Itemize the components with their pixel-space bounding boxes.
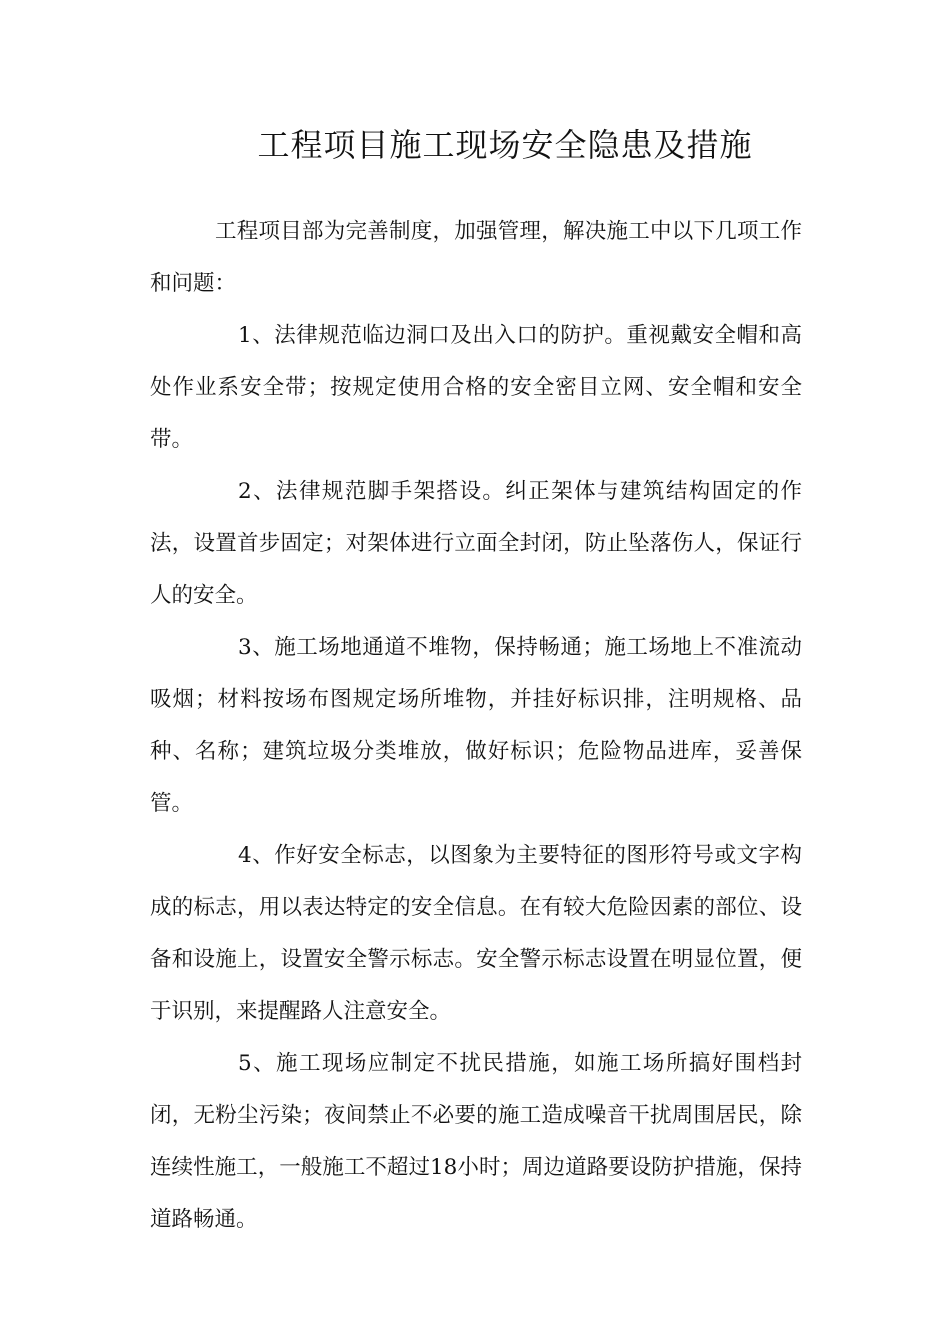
document-title: 工程项目施工现场安全隐患及措施 [257,126,753,164]
measure-item-5: 5、施工现场应制定不扰民措施，如施工场所搞好围档封闭，无粉尘污染；夜间禁止不必要的施工造成噪音干扰周围居民，除连续性施工，一般施工不超过18小时；周边道路要设防护措施，保持道路畅通。 [150,1051,802,1232]
measure-item-3: 3、施工场地通道不堆物，保持畅通；施工场地上不准流动吸烟；材料按场布图规定场所堆物，并挂好标识排，注明规格、品种、名称；建筑垃圾分类堆放，做好标识；危险物品进库，妥善保管。 [150,635,802,816]
measure-item-1: 1、法律规范临边洞口及出入口的防护。重视戴安全帽和高处作业系安全带；按规定使用合格的安全密目立网、安全帽和安全带。 [150,323,802,452]
measure-item-4: 4、作好安全标志，以图象为主要特征的图形符号或文字构成的标志，用以表达特定的安全信息。在有较大危险因素的部位、设备和设施上，设置安全警示标志。安全警示标志设置在明显位置，便于识别，来提醒路人注意安全。 [150,843,802,1024]
document-page [150,118,802,1246]
intro-paragraph: 工程项目部为完善制度，加强管理，解决施工中以下几项工作和问题： [150,219,802,296]
measure-item-2: 2、法律规范脚手架搭设。纠正架体与建筑结构固定的作法，设置首步固定；对架体进行立面全封闭，防止坠落伤人，保证行人的安全。 [150,479,802,608]
